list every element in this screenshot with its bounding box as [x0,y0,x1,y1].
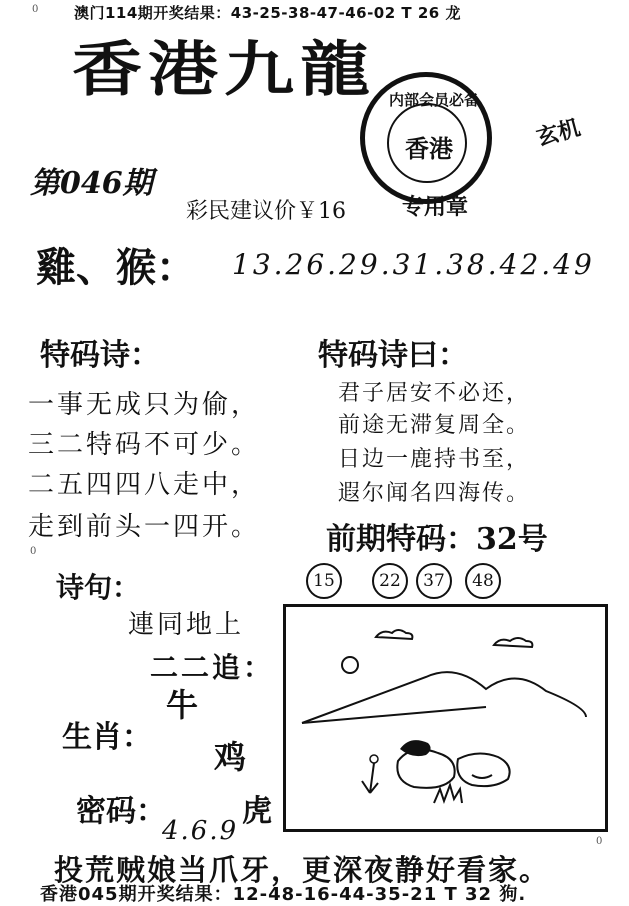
price-text: 彩民建议价￥16 [186,199,346,224]
right-poem-line: 君子居安不必还， [338,381,531,406]
circled-number: 22 [372,563,408,599]
corner-dot: 0 [32,4,39,15]
seal-bottom-text: 专用章 [402,194,469,220]
right-poem-line: 遐尔闻名四海传。 [338,481,531,506]
verse-line: 二二追： [150,651,275,684]
zodiac-item: 鸡 [214,738,247,776]
zodiac-item: 牛 [166,686,199,724]
landscape-drawing [286,607,605,829]
left-poem-line: 三二特码不可少。 [28,430,261,460]
right-poem-heading: 特码诗曰： [318,338,468,373]
margin-dot: 0 [30,546,37,557]
zodiac-label: 生肖： [62,720,152,755]
verse-label: 诗句： [56,571,141,604]
seal-center-text: 香港 [405,134,453,163]
zodiac-pair-numbers: 13.26.29.31.38.42.49 [232,248,595,281]
cloud-icon [494,638,532,647]
margin-dot: 0 [596,836,603,847]
circled-number: 37 [416,563,452,599]
seal-outer-text: 内部会员必备 [389,91,480,109]
left-poem-heading: 特码诗： [40,338,160,373]
circled-number: 15 [306,563,342,599]
circled-number: 48 [465,563,501,599]
left-poem-line: 走到前头一四开。 [28,512,261,542]
riddle-picture [283,604,608,832]
right-poem-line: 前途无滞复周全。 [338,413,531,438]
secret-code-label: 密码： [76,794,166,829]
closing-verse: 投荒贼娘当爪牙，更深夜静好看家。 [54,853,551,887]
header-result-line: 澳门114期开奖结果：43-25-38-47-46-02 T 26 龙 [74,4,461,22]
footer-result-line: 香港045期开奖结果：12-48-16-44-35-21 T 32 狗. [40,884,527,905]
secret-code-value: 4.6.9 [162,816,239,846]
sun-icon [342,657,358,673]
page-title: 香港九龍 [72,33,376,105]
mountain-base [302,707,486,723]
issue-number: 第046期 [30,166,153,201]
cloud-icon [376,630,412,639]
rock [457,753,509,786]
zodiac-pair-label: 雞、猴： [36,244,196,291]
right-poem-line: 日边一鹿持书至， [338,447,531,472]
previous-code: 前期特码：32号 [326,522,548,557]
rock [397,749,454,787]
zodiac-item: 虎 [242,794,272,829]
seal-stamp [360,72,492,204]
flower-icon [362,763,378,793]
verse-line: 連同地上 [128,610,245,640]
left-poem-line: 一事无成只为偷， [28,390,261,420]
mountain-outline [302,672,586,723]
left-poem-line: 二五四四八走中， [28,470,261,500]
seal-side-text: 玄机 [533,114,584,152]
